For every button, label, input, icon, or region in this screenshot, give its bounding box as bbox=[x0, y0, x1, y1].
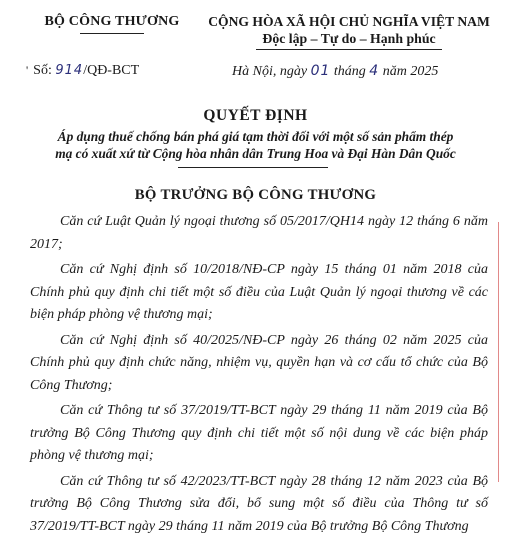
legal-basis-item: Căn cứ Thông tư số 37/2019/TT-BCT ngày 29 tháng 11 năm 2019 của Bộ trưởng Bộ Công Thương quy định chi tiết một số nội dung về các biện pháp phòng vệ thương mại; bbox=[30, 403, 488, 463]
doc-number-handwritten: 914 bbox=[55, 63, 84, 78]
legal-basis-item: Căn cứ Thông tư số 42/2023/TT-BCT ngày 28 tháng 12 năm 2023 của Bộ trưởng Bộ Công Thương sửa đổi, bổ sung một số điều của Thông tư số 37/2019/TT-BCT ngày 29 tháng 11 năm 2019 của Bộ trưởng Bộ Công Thương bbox=[30, 473, 488, 534]
subject-line-1: Áp dụng thuế chống bán phá giá tạm thời đối với một số sản phẩm thép bbox=[57, 129, 454, 144]
month-handwritten: 4 bbox=[369, 63, 380, 79]
month-label: tháng bbox=[333, 64, 366, 79]
legal-basis-item: Căn cứ Luật Quản lý ngoại thương số 05/2017/QH14 ngày 12 tháng 6 năm 2017; bbox=[30, 214, 488, 252]
year-label: năm 2025 bbox=[382, 64, 439, 79]
legal-basis-item: Căn cứ Nghị định số 40/2025/NĐ-CP ngày 26 tháng 02 năm 2025 của Chính phủ quy định chức năng, nhiệm vụ, quyền hạn và cơ cấu tổ chức của Bộ Công Thương; bbox=[30, 332, 488, 393]
issuing-agency: BỘ CÔNG THƯƠNG bbox=[44, 14, 180, 29]
place-label: Hà Nội, ngày bbox=[232, 64, 308, 79]
national-motto: Độc lập – Tự do – Hạnh phúc bbox=[262, 31, 436, 46]
legal-basis-item: Căn cứ Nghị định số 10/2018/NĐ-CP ngày 15 tháng 01 năm 2018 của Chính phủ quy định chi tiết một số điều của Luật Quản lý ngoại thương về các biện pháp phòng vệ thương mại; bbox=[30, 262, 488, 322]
agency-block bbox=[22, 14, 202, 34]
subject-line-2: mạ có xuất xứ từ Cộng hòa nhân dân Trung Hoa và Đại Hàn Dân Quốc bbox=[55, 146, 456, 161]
subject-underline bbox=[178, 167, 328, 168]
agency-underline bbox=[80, 33, 144, 34]
red-seal-edge bbox=[498, 222, 511, 482]
issuing-authority: BỘ TRƯỞNG BỘ CÔNG THƯƠNG bbox=[134, 187, 377, 203]
document-number bbox=[26, 63, 139, 79]
doc-number-prefix: Số: bbox=[33, 63, 52, 78]
nation-name: CỘNG HÒA XÃ HỘI CHỦ NGHĨA VIỆT NAM bbox=[208, 14, 490, 29]
place-and-date bbox=[232, 63, 438, 80]
document-title: QUYẾT ĐỊNH bbox=[203, 107, 308, 124]
document-subject bbox=[0, 128, 511, 162]
doc-number-suffix: /QĐ-BCT bbox=[83, 63, 140, 78]
day-handwritten: 01 bbox=[310, 63, 331, 79]
motto-underline bbox=[256, 49, 442, 50]
national-header bbox=[190, 14, 508, 50]
legal-basis-list bbox=[30, 211, 488, 541]
margin-mark: ' bbox=[26, 63, 29, 77]
